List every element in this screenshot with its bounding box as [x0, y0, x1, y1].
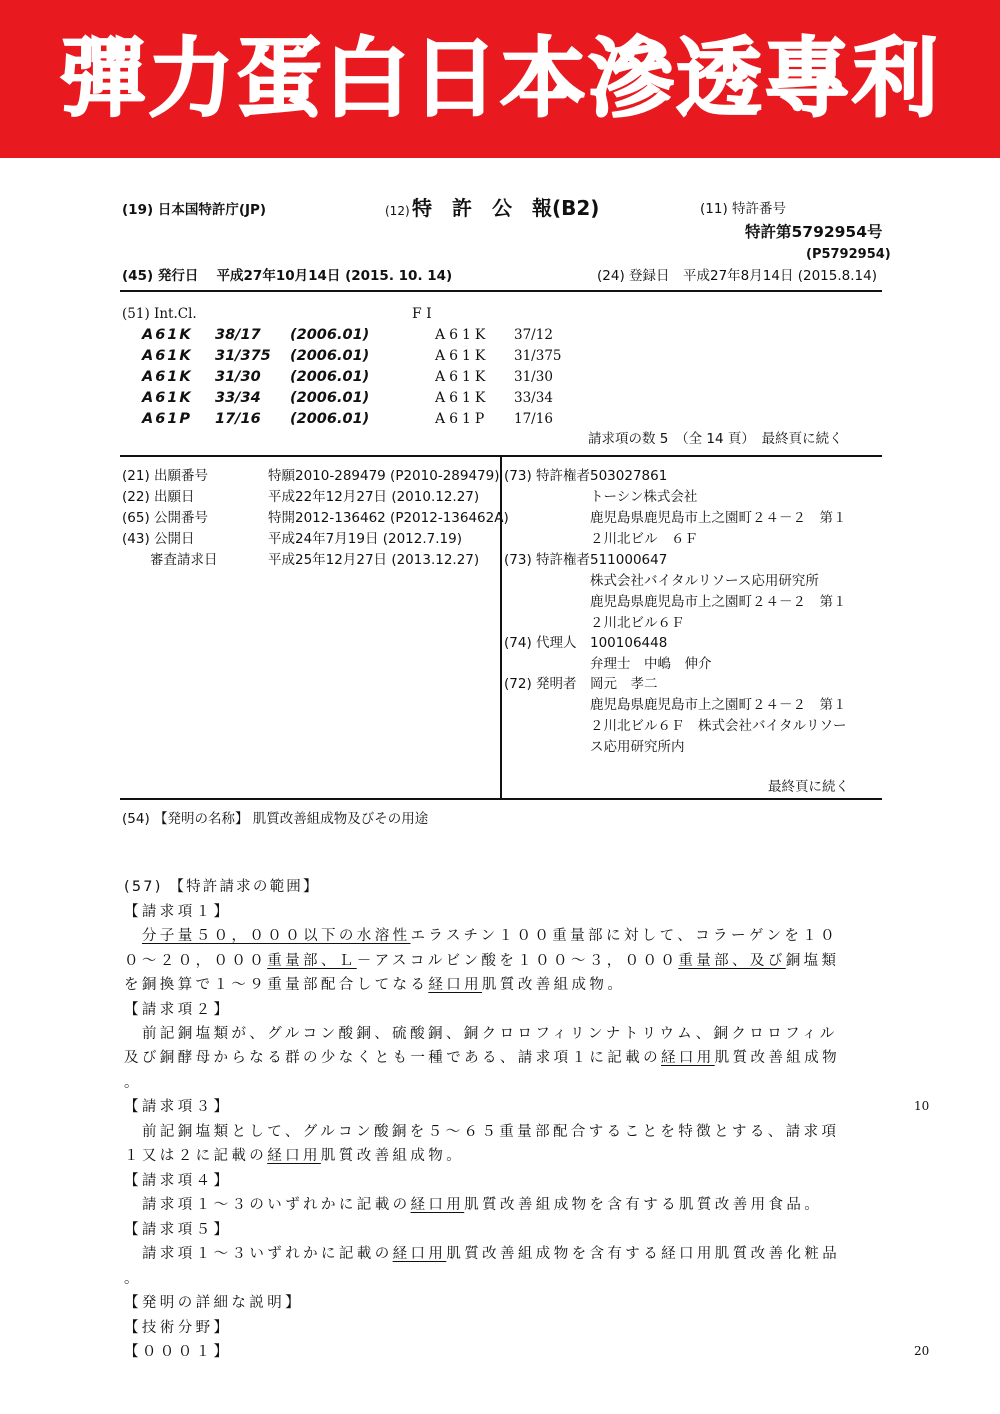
claim-2-line-3: 。	[124, 1075, 142, 1091]
biblio-line: 100106448	[590, 635, 668, 651]
claim-text: 肌質改善組成物。	[320, 1148, 465, 1164]
ipc-group: 31/375	[215, 348, 271, 364]
claim-5-heading: 【請求項５】	[124, 1222, 232, 1238]
line-number-20: 20	[914, 1344, 930, 1358]
fi-group: 31/30	[514, 369, 553, 385]
fi-code: A61K	[435, 327, 490, 343]
biblio-line: 弁理士 中嶋 伸介	[590, 656, 712, 672]
biblio-label: (22) 出願日	[122, 489, 195, 505]
biblio-label: (21) 出願番号	[122, 468, 209, 484]
divider-top	[120, 290, 882, 292]
biblio-line: 鹿児島県鹿児島市上之園町２４－２ 第１	[590, 594, 847, 610]
biblio-line: 鹿児島県鹿児島市上之園町２４－２ 第１	[590, 510, 847, 526]
claim-underline: 重量部	[678, 953, 733, 969]
field-heading: 【技術分野】	[124, 1320, 232, 1336]
claim-underline: 経口用	[661, 1050, 715, 1066]
claim-text: 肌質改善組成物。	[482, 977, 626, 993]
pub-type-prefix: (12)	[385, 204, 410, 218]
claim-underline: 重量部、Ｌ	[267, 953, 357, 969]
ipc-version: (2006.01)	[290, 369, 370, 385]
claim-text: 肌質改善組成物	[714, 1050, 841, 1066]
claims-count: 請求項の数 5 （全 14 頁） 最終頁に続く	[588, 431, 843, 447]
paragraph-number: 【０００１】	[124, 1344, 232, 1360]
fi-code: A61K	[435, 369, 490, 385]
claim-underline: 、及び	[732, 953, 786, 969]
claim-2-line-1: 前記銅塩類が、グルコン酸銅、硫酸銅、銅クロロフィリンナトリウム、銅クロロフィル	[142, 1026, 838, 1042]
claim-1-line-1	[142, 926, 838, 946]
biblio-value: 特開2012-136462 (P2012-136462A)	[268, 510, 509, 526]
ipc-code: A61K	[142, 348, 193, 364]
biblio-line: ス応用研究所内	[590, 739, 685, 755]
ipc-group: 33/34	[215, 390, 261, 406]
biblio-label: (43) 公開日	[122, 531, 195, 547]
claim-underline: 経口用	[428, 977, 483, 993]
claim-underline: 分子量５０，０００以下の水溶性	[142, 928, 411, 944]
claim-3-heading: 【請求項３】	[124, 1099, 232, 1115]
biblio-label: (65) 公開番号	[122, 510, 209, 526]
biblio-label: (73) 特許権者	[504, 552, 591, 568]
claim-4-heading: 【請求項４】	[124, 1173, 232, 1189]
claim-text: 銅塩類	[785, 953, 840, 969]
claim-text: を銅換算で１～９重量部配合してなる	[124, 977, 429, 993]
biblio-line: 鹿児島県鹿児島市上之園町２４－２ 第１	[590, 697, 847, 713]
claim-text: １又は２に記載の	[124, 1148, 268, 1164]
claim-1-line-2	[124, 951, 839, 971]
fi-code: A61P	[435, 411, 489, 427]
biblio-value: 特願2010-289479 (P2010-289479)	[268, 468, 500, 484]
fi-code: A61K	[435, 348, 490, 364]
claim-text: 肌質改善組成物を含有する経口用肌質改善化粧品	[446, 1246, 841, 1262]
biblio-line: ２川北ビル６Ｆ	[590, 615, 685, 631]
divider-biblio-bottom	[120, 798, 882, 800]
fi-label: F I	[412, 306, 432, 322]
biblio-line: 503027861	[590, 468, 668, 484]
ipc-version: (2006.01)	[290, 390, 370, 406]
patent-number: 特許第5792954号	[745, 223, 883, 241]
intcl-label: (51) Int.Cl.	[122, 306, 197, 322]
continued-note: 最終頁に続く	[768, 779, 849, 795]
biblio-line: 株式会社バイタルリソース応用研究所	[590, 573, 819, 589]
claim-2-line-2	[124, 1048, 840, 1068]
ipc-group: 17/16	[215, 411, 261, 427]
line-number-10: 10	[914, 1099, 930, 1113]
claim-underline: 経口用	[267, 1148, 321, 1164]
claim-text: ０～２０，０００	[124, 953, 268, 969]
pub-type: 特 許 公 報(B2)	[412, 196, 600, 220]
biblio-line: ２川北ビル ６Ｆ	[590, 531, 698, 547]
claim-3-line-2	[124, 1146, 464, 1166]
patent-number-label: (11) 特許番号	[700, 201, 787, 217]
ipc-code: A61K	[142, 369, 193, 385]
claims-heading: (57) 【特許請求の範囲】	[124, 879, 320, 895]
biblio-value: 平成24年7月19日 (2012.7.19)	[268, 531, 462, 547]
claim-text: 請求項１～３いずれかに記載の	[142, 1246, 393, 1262]
biblio-line: 岡元 孝二	[590, 676, 658, 692]
fi-code: A61K	[435, 390, 490, 406]
claim-1-line-3	[124, 975, 625, 995]
fi-group: 37/12	[514, 327, 553, 343]
claim-3-line-1: 前記銅塩類として、グルコン酸銅を５～６５重量部配合することを特徴とする、請求項	[142, 1124, 840, 1140]
claim-underline: 経口用	[410, 1197, 465, 1213]
claim-text: －アスコルビン酸を１００～３，０００	[356, 953, 679, 969]
claim-text: エラスチン１００重量部に対して、コラーゲンを１０	[410, 928, 839, 944]
biblio-line: トーシン株式会社	[590, 489, 698, 505]
biblio-value: 平成22年12月27日 (2010.12.27)	[268, 489, 480, 505]
claim-text: 肌質改善組成物を含有する肌質改善用食品。	[464, 1197, 823, 1213]
claim-5-line-1	[142, 1244, 840, 1264]
fi-group: 33/34	[514, 390, 553, 406]
claim-underline: 経口用	[392, 1246, 447, 1262]
fi-group: 17/16	[514, 411, 553, 427]
biblio-line: 511000647	[590, 552, 668, 568]
biblio-label: (72) 発明者	[504, 676, 577, 692]
claim-2-heading: 【請求項２】	[124, 1002, 232, 1018]
ipc-code: A61P	[142, 411, 193, 427]
registration-date: (24) 登録日 平成27年8月14日 (2015.8.14)	[597, 268, 877, 284]
ipc-code: A61K	[142, 327, 193, 343]
claim-5-line-2: 。	[124, 1271, 142, 1287]
claim-1-heading: 【請求項１】	[124, 904, 232, 920]
fi-group: 31/375	[514, 348, 562, 364]
biblio-label: (73) 特許権者	[504, 468, 591, 484]
office-label: (19) 日本国特許庁(JP)	[122, 202, 267, 218]
ipc-version: (2006.01)	[290, 327, 370, 343]
claim-text: 請求項１～３のいずれかに記載の	[142, 1197, 411, 1213]
issue-date: (45) 発行日 平成27年10月14日 (2015. 10. 14)	[122, 268, 453, 284]
biblio-label: 審査請求日	[150, 552, 218, 568]
claim-4-line-1	[142, 1195, 822, 1215]
biblio-line: ２川北ビル６Ｆ 株式会社バイタルリソー	[590, 718, 847, 734]
ipc-code: A61K	[142, 390, 193, 406]
patent-number-alt: (P5792954)	[806, 247, 891, 262]
detail-heading: 【発明の詳細な説明】	[124, 1295, 303, 1311]
biblio-label: (74) 代理人	[504, 635, 577, 651]
ipc-group: 31/30	[215, 369, 261, 385]
ipc-version: (2006.01)	[290, 411, 370, 427]
biblio-value: 平成25年12月27日 (2013.12.27)	[268, 552, 480, 568]
claim-text: 及び銅酵母からなる群の少なくとも一種である、請求項１に記載の	[124, 1050, 661, 1066]
ipc-version: (2006.01)	[290, 348, 370, 364]
invention-title: (54) 【発明の名称】 肌質改善組成物及びその用途	[122, 811, 429, 827]
banner-title: 彈力蛋白日本滲透專利	[60, 29, 940, 129]
ipc-group: 38/17	[215, 327, 261, 343]
